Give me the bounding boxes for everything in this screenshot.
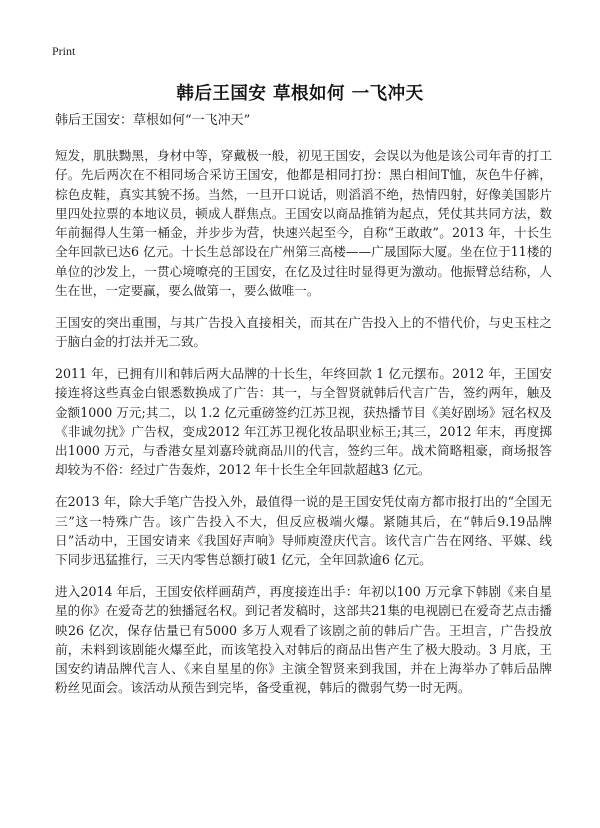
paragraph-5: 进入2014 年后，王国安依样画葫芦，再度接连出手：年初以100 万元拿下韩剧《来自星星的你》在爱奇艺的独播冠名权。到记者发稿时，这部共21集的电视剧已在爱奇艺点击播映26 亿次，保存估量已有5000 多万人观看了该剧之前的韩后广告。王坦言，广告投放前，未料到该剧能火爆至此，而该笔投入对韩后的商品出售产生了极大股动。3 月底，王国安约请品牌代言人、《来自星星的你》主演全智贤来到我国，并在上海举办了韩后品牌粉丝见面会。该活动从预告到完毕，备受重视，韩后的微弱气势一时无两。 bbox=[55, 583, 552, 696]
paragraph-1: 短发，肌肤黝黑，身材中等，穿戴极一般，初见王国安，会误以为他是该公司年青的打工仔。先后两次在不相同场合采访王国安，他都是相同打扮：黑白相间T恤，灰色牛仔裤，棕色皮鞋，真实其貌不扬。当然，一旦开口说话，则滔滔不绝，热情四射，好像美国影片里四处拉票的本地议员，顿成人群焦点。王国安以商品推销为起点，凭仗其共同方法，数年前掘得人生第一桶金，并步步为营，快速兴起至今，自称“王敢敢”。2013 年，十长生全年回款已达6 亿元。十长生总部设在广州第三高楼——广晟国际大厦。坐在位于11楼的单位的沙发上，一贯心境嘹亮的王国安，在亿及过往时显得更为激动。他振臂总结称，人生在世，一定要赢，要么做第一，要么做唯一。 bbox=[55, 148, 552, 299]
article-title: 韩后王国安 草根如何 一飞冲天 bbox=[176, 84, 424, 104]
paragraph-4: 在2013 年，除大手笔广告投入外，最值得一说的是王国安凭仗南方都市报打出的“全国无三”这一特殊广告。该广告投入不大，但反应极端火爆。紧随其后，在“韩后9.19品牌日”活动中，王国安请来《我国好声响》导师庾澄庆代言。该代言广告在网络、平媒、线下同步迅猛推行，三天内零售总额打破1 亿元，全年回款逾6 亿元。 bbox=[55, 494, 552, 568]
paragraph-2: 王国安的突出重围，与其广告投入直接相关，而其在广告投入上的不惜代价，与史玉柱之于脑白金的打法并无二致。 bbox=[55, 314, 552, 350]
article-subtitle: 韩后王国安：草根如何“一飞冲天” bbox=[55, 113, 251, 128]
print-link[interactable]: Print bbox=[52, 44, 76, 58]
paragraph-3: 2011 年，已拥有川和韩后两大品牌的十长生，年终回款 1 亿元摆布。2012 年，王国安接连将这些真金白银悉数换成了广告：其一，与全智贤就韩后代言广告，签约两年，触及金额1000 万元;其二，以 1.2 亿元重磅签约江苏卫视，获热播节目《美好剧场》冠名权及《非诚勿扰》广告权，变成2012 年江苏卫视化妆品职业标王;其三，2012 年末，再度掷出1000 万元，与香港女星刘嘉玲就商品川的代言，签约三年。战术简略粗豪，商场报答却较为不俗：经过广告轰炸，2012 年十长生全年回款超越3 亿元。 bbox=[55, 365, 552, 478]
article-body bbox=[55, 112, 552, 710]
